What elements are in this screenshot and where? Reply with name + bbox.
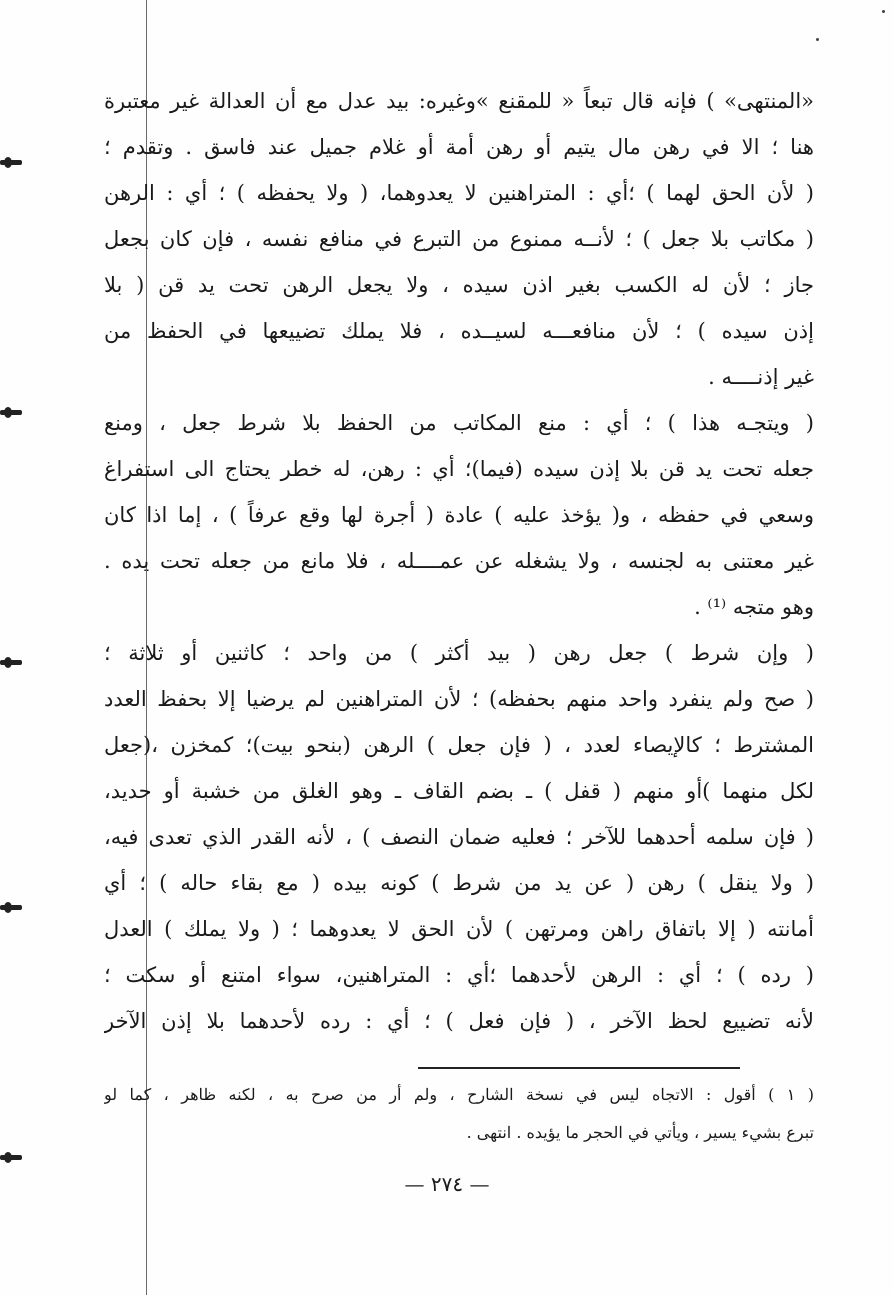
body-line: «المنتهى» ) فإنه قال تبعاً « للمقنع »وغيره: بيد عدل مع أن العدالة غير معتبرة xyxy=(104,89,814,113)
footnote-line: ( ١ ) أقول : الاتجاه ليس في نسخة الشارح ، ولم أر من صرح به ، لكنه ظاهر ، كما لو xyxy=(104,1085,814,1104)
body-line: جعله تحت يد قن بلا إذن سيده (فيما)؛ أي : رهن، له خطر يحتاج الى استفراغ xyxy=(104,457,814,481)
body-line: المشترط ؛ كالإيصاء لعدد ، ( فإن جعل ) الرهن (بنحو بيت)؛ كمخزن ،(جعل xyxy=(104,733,814,757)
body-line: لأنه تضييع لحظ الآخر ، ( فإن فعل ) ؛ أي : رده لأحدهما بلا إذن الآخر xyxy=(104,1009,814,1033)
scan-speck xyxy=(882,10,885,13)
body-line: وسعي في حفظه ، و( يؤخذ عليه ) عادة ( أجرة لها وقع عرفاً ) ، إما اذا كان xyxy=(104,503,814,527)
footnote xyxy=(104,1076,814,1152)
footnote-line: تبرع بشيء يسير ، ويأتي في الحجر ما يؤيده . انتهى . xyxy=(466,1123,814,1142)
body-line: ( وإن شرط ) جعل رهن ( بيد أكثر ) من واحد ؛ كاثنين أو ثلاثة ؛ xyxy=(104,641,814,665)
body-line: غير معتنى به لجنسه ، ولا يشغله عن عمــــله ، فلا مانع من جعله تحت يده . xyxy=(104,549,814,573)
binding-mark xyxy=(0,660,22,665)
body-text xyxy=(104,78,814,1044)
binding-mark xyxy=(0,1155,22,1160)
body-line: ( رده ) ؛ أي : الرهن لأحدهما ؛أي : المتراهنين، سواء امتنع أو سكت ؛ xyxy=(104,963,814,987)
body-line: إذن سيده ) ؛ لأن منافعـــه لسيــده ، فلا يملك تضييعها في الحفظ من xyxy=(104,319,814,343)
body-line: هنا ؛ الا في رهن مال يتيم أو رهن أمة أو غلام جميل عند فاسق . وتقدم ؛ xyxy=(104,135,814,159)
body-line: ( صح ولم ينفرد واحد منهم بحفظه) ؛ لأن المتراهنين لم يرضيا إلا بحفظ العدد xyxy=(104,687,814,711)
binding-mark xyxy=(0,410,22,415)
binding-mark xyxy=(0,905,22,910)
body-line: لكل منهما )أو منهم ( قفل ) ـ بضم القاف ـ وهو الغلق من خشبة أو حديد، xyxy=(104,779,814,803)
body-line: أمانته ( إلا باتفاق راهن ومرتهن ) لأن الحق لا يعدوهما ؛ ( ولا يملك ) العدل xyxy=(104,917,814,941)
scan-speck xyxy=(816,38,819,41)
body-line: ( فإن سلمه أحدهما للآخر ؛ فعليه ضمان النصف ) ، لأنه القدر الذي تعدى فيه، xyxy=(104,825,814,849)
body-line: وهو متجه ⁽¹⁾ . xyxy=(694,595,814,619)
body-line: غير إذنــــه . xyxy=(708,365,814,389)
body-line: ( مكاتب بلا جعل ) ؛ لأنــه ممنوع من التبرع في منافع نفسه ، فإن كان بجعل xyxy=(104,227,814,251)
footnote-separator xyxy=(418,1067,740,1069)
binding-mark xyxy=(0,160,22,165)
body-line: ( ويتجـه هذا ) ؛ أي : منع المكاتب من الحفظ بلا شرط جعل ، ومنع xyxy=(104,411,814,435)
body-line: جاز ؛ لأن له الكسب بغير اذن سيده ، ولا يجعل الرهن تحت يد قن ( بلا xyxy=(104,273,814,297)
page-number: — ٢٧٤ — xyxy=(404,1172,490,1196)
body-line: ( لأن الحق لهما ) ؛أي : المتراهنين لا يعدوهما، ( ولا يحفظه ) ؛ أي : الرهن xyxy=(104,181,814,205)
body-line: ( ولا ينقل ) رهن ( عن يد من شرط ) كونه بيده ( مع بقاء حاله ) ؛ أي xyxy=(104,871,814,895)
